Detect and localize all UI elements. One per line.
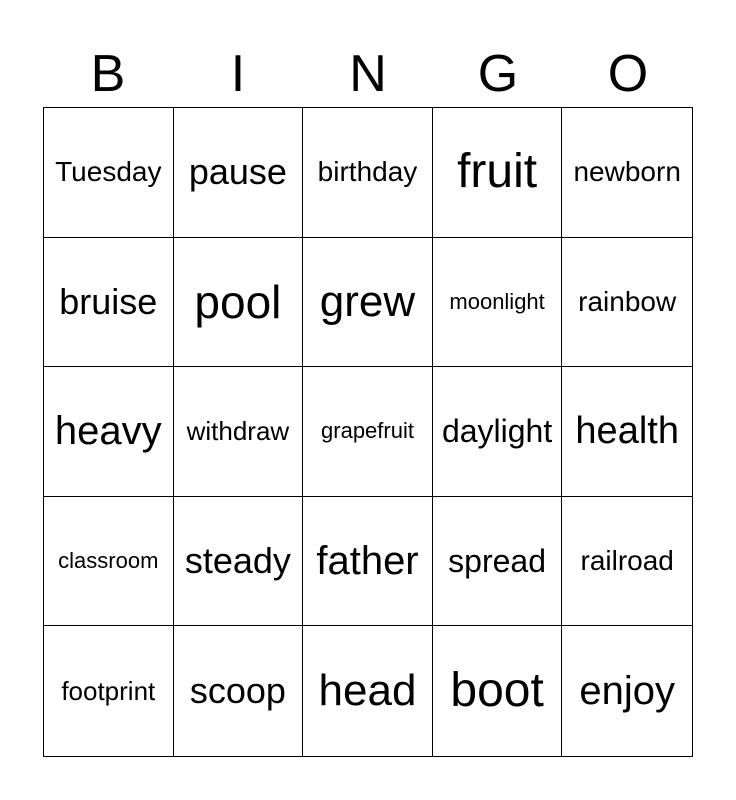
- header-letter-g: G: [477, 45, 519, 103]
- bingo-cell[interactable]: withdraw: [174, 367, 304, 497]
- bingo-cell[interactable]: footprint: [44, 626, 174, 756]
- bingo-cell[interactable]: newborn: [562, 108, 692, 238]
- bingo-header: [43, 42, 693, 106]
- bingo-cell[interactable]: fruit: [433, 108, 563, 238]
- header-letter-b: B: [90, 45, 126, 103]
- bingo-cell[interactable]: pause: [174, 108, 304, 238]
- bingo-cell[interactable]: spread: [433, 497, 563, 627]
- bingo-cell[interactable]: bruise: [44, 238, 174, 368]
- bingo-cell[interactable]: enjoy: [579, 669, 675, 714]
- bingo-cell[interactable]: Tuesday: [44, 108, 174, 238]
- header-letter-o: O: [607, 45, 649, 103]
- bingo-cell[interactable]: health: [562, 367, 692, 497]
- bingo-cell[interactable]: rainbow: [562, 238, 692, 368]
- bingo-cell[interactable]: classroom: [44, 497, 174, 627]
- bingo-cell[interactable]: pool: [174, 238, 304, 368]
- bingo-cell[interactable]: head: [303, 626, 433, 756]
- bingo-cell[interactable]: boot: [433, 626, 563, 756]
- bingo-cell[interactable]: steady: [174, 497, 304, 627]
- bingo-cell[interactable]: birthday: [303, 108, 433, 238]
- bingo-cell[interactable]: grapefruit: [303, 367, 433, 497]
- bingo-cell[interactable]: scoop: [174, 626, 304, 756]
- bingo-cell[interactable]: heavy: [44, 367, 174, 497]
- header-letter-n: N: [349, 45, 387, 103]
- bingo-board: [43, 107, 693, 757]
- bingo-cell[interactable]: grew: [303, 238, 433, 368]
- bingo-cell[interactable]: father: [303, 497, 433, 627]
- bingo-cell[interactable]: railroad: [562, 497, 692, 627]
- header-letter-i: I: [230, 45, 246, 103]
- bingo-cell[interactable]: daylight: [433, 367, 563, 497]
- bingo-cell[interactable]: moonlight: [433, 238, 563, 368]
